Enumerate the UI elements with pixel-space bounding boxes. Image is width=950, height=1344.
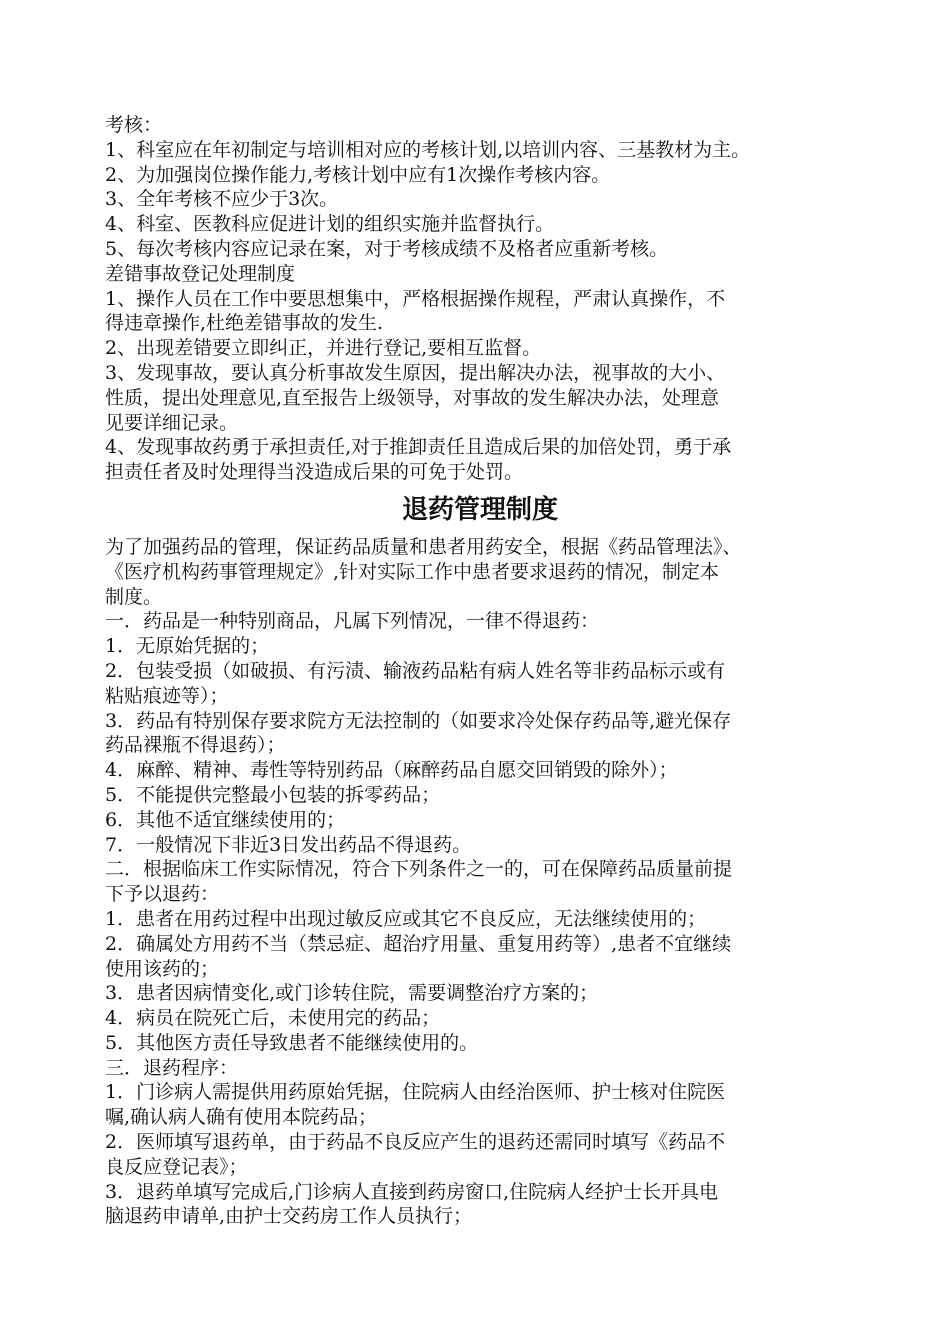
return-line: 6．其他不适宜继续使用的； <box>105 808 346 831</box>
return-line: 良反应登记表》； <box>105 1155 248 1178</box>
error-line: 2、出现差错要立即纠正，并进行登记,要相互监督。 <box>105 337 542 360</box>
return-line: 1．患者在用药过程中出现过敏反应或其它不良反应，无法继续使用的； <box>105 907 707 930</box>
error-line: 性质，提出处理意见,直至报告上级领导，对事故的发生解决办法，处理意 <box>105 386 720 409</box>
return-line: 下予以退药： <box>105 883 220 906</box>
return-line: 2．确属处方用药不当（禁忌症、超治疗用量、重复用药等）,患者不宜继续 <box>105 932 732 955</box>
return-line: 2．医师填写退药单，由于药品不良反应产生的退药还需同时填写《药品不 <box>105 1131 726 1154</box>
return-line: 2．包装受损（如破损、有污渍、输液药品粘有病人姓名等非药品标示或有 <box>105 659 726 682</box>
error-line: 3、发现事故，要认真分析事故发生原因，提出解决办法，视事故的大小、 <box>105 361 726 384</box>
return-line: 一．药品是一种特别商品，凡属下列情况，一律不得退药： <box>105 610 600 633</box>
exam-line: 5、每次考核内容应记录在案，对于考核成绩不及格者应重新考核。 <box>105 237 669 260</box>
exam-section <box>105 113 855 262</box>
return-line: 1．门诊病人需提供用药原始凭据，住院病人由经治医师、护士核对住院医 <box>105 1081 726 1104</box>
return-line: 粘贴痕迹等）； <box>105 684 229 707</box>
error-line: 4、发现事故药勇于承担责任,对于推卸责任且造成后果的加倍处罚，勇于承 <box>105 436 732 459</box>
return-line: 为了加强药品的管理，保证药品质量和患者用药安全，根据《药品管理法》、 <box>105 535 742 558</box>
return-line: 使用该药的； <box>105 957 220 980</box>
return-line: 三．退药程序： <box>105 1056 239 1079</box>
error-section <box>105 262 855 485</box>
exam-line: 1、科室应在年初制定与培训相对应的考核计划,以培训内容、三基教材为主。 <box>105 138 751 161</box>
error-line: 得违章操作,杜绝差错事故的发生. <box>105 312 384 335</box>
return-line: 药品裸瓶不得退药）； <box>105 734 286 757</box>
return-line: 7．一般情况下非近3日发出药品不得退药。 <box>105 833 472 856</box>
exam-line: 2、为加强岗位操作能力,考核计划中应有1次操作考核内容。 <box>105 163 611 186</box>
error-line: 1、操作人员在工作中要思想集中，严格根据操作规程，严肃认真操作，不 <box>105 287 726 310</box>
return-line: 5．不能提供完整最小包装的拆零药品； <box>105 783 441 806</box>
return-line: 二．根据临床工作实际情况，符合下列条件之一的，可在保障药品质量前提 <box>105 858 733 881</box>
return-title: 退药管理制度 <box>401 494 558 525</box>
exam-heading: 考核： <box>105 114 163 136</box>
return-line: 《医疗机构药事管理规定》,针对实际工作中患者要求退药的情况，制定本 <box>105 560 720 583</box>
error-line: 担责任者及时处理得当没造成后果的可免于处罚。 <box>105 461 524 484</box>
return-line: 制度。 <box>105 585 163 608</box>
return-line: 4．病员在院死亡后，未使用完的药品； <box>105 1007 441 1030</box>
error-line: 见要详细记录。 <box>105 411 239 434</box>
return-line: 嘱,确认病人确有使用本院药品； <box>105 1106 378 1129</box>
return-section <box>105 485 855 1229</box>
return-line: 3．退药单填写完成后,门诊病人直接到药房窗口,住院病人经护士长开具电 <box>105 1180 719 1203</box>
exam-line: 3、全年考核不应少于3次。 <box>105 188 339 211</box>
error-heading: 差错事故登记处理制度 <box>105 262 296 285</box>
return-line: 3．药品有特别保存要求院方无法控制的（如要求冷处保存药品等,避光保存 <box>105 709 732 732</box>
return-line: 1．无原始凭据的； <box>105 635 270 658</box>
return-line: 5．其他医方责任导致患者不能继续使用的。 <box>105 1031 479 1054</box>
return-line: 4．麻醉、精神、毒性等特别药品（麻醉药品自愿交回销毁的除外）； <box>105 759 678 782</box>
exam-line: 4、科室、医教科应促进计划的组织实施并监督执行。 <box>105 213 555 236</box>
return-line: 脑退药申请单,由护士交药房工作人员执行； <box>105 1205 473 1228</box>
document-page <box>105 113 855 1229</box>
return-line: 3．患者因病情变化,或门诊转住院，需要调整治疗方案的； <box>105 982 599 1005</box>
